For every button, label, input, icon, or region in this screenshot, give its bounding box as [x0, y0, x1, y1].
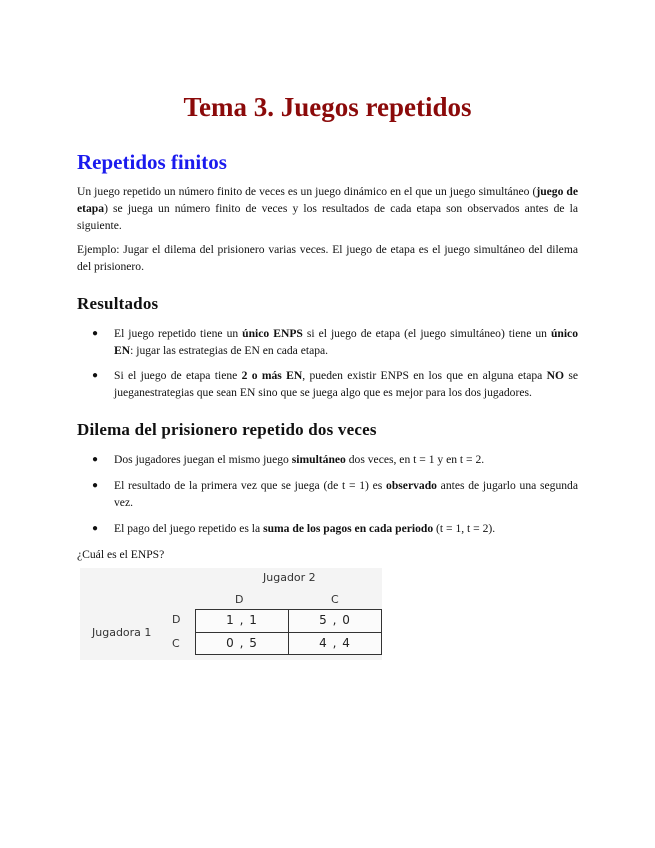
player1-label: Jugadora 1	[92, 626, 152, 639]
list-item	[92, 520, 578, 537]
payoff-cell: 1 , 1	[226, 613, 258, 627]
list-item	[92, 477, 578, 511]
list-item	[92, 451, 578, 468]
text-run: Si el juego de etapa tiene	[114, 369, 242, 382]
text-run: El resultado de la primera vez que se juega (de t = 1) es	[114, 479, 387, 492]
bold-text: juego de etapa	[77, 185, 578, 215]
bullet-icon: ●	[92, 370, 99, 381]
bold-text: 2 o más EN	[241, 369, 303, 382]
row-label-d: D	[172, 613, 181, 626]
text-run: El pago del juego repetido es la	[114, 522, 264, 535]
text-run: (t = 1, t = 2).	[433, 522, 496, 535]
bullet-icon: ●	[92, 328, 99, 339]
text-run: se jueganestrategias que sean EN sino que se juega algo que es mejor para los dos jugadores.	[114, 369, 578, 399]
grid-line	[196, 632, 381, 633]
section-heading-resultados: Resultados	[77, 294, 159, 313]
question-text: ¿Cuál es el ENPS?	[77, 548, 165, 561]
bullet-icon: ●	[92, 454, 99, 465]
text-run: Dos jugadores juegan el mismo juego	[114, 453, 292, 466]
list-item-text	[114, 367, 578, 401]
page-title: Tema 3. Juegos repetidos	[183, 92, 472, 122]
payoff-cell: 5 , 0	[319, 613, 351, 627]
row-label-c: C	[172, 637, 180, 650]
list-item-text	[114, 477, 578, 511]
payoff-cell: 0 , 5	[226, 636, 258, 650]
text-run: : jugar las estrategias de EN en cada etapa.	[130, 344, 329, 357]
text-run: ) se juega un número finito de veces y los resultados de cada etapa son observados antes de la siguiente.	[77, 202, 578, 232]
list-item-text	[114, 451, 578, 468]
bullet-icon: ●	[92, 523, 99, 534]
section-heading-dilema: Dilema del prisionero repetido dos veces	[77, 420, 377, 439]
bold-text: NO	[546, 369, 565, 382]
text-run: antes de jugarlo una segunda vez.	[114, 479, 578, 509]
bold-text: único ENPS	[242, 327, 303, 340]
col-label-c: C	[331, 593, 339, 606]
bold-text: simultáneo	[291, 453, 346, 466]
payoff-grid	[195, 609, 382, 655]
game-matrix	[80, 568, 382, 660]
bold-text: único EN	[114, 327, 578, 357]
list-item	[92, 367, 578, 401]
text-run: si el juego de etapa (el juego simultáneo) tiene un	[302, 327, 551, 340]
text-run: El juego repetido tiene un	[114, 327, 243, 340]
bold-text: suma de los pagos en cada periodo	[263, 522, 434, 535]
text-run: Un juego repetido un número finito de veces es un juego dinámico en el que un juego simultáneo (	[77, 185, 537, 198]
text-run: dos veces, en t = 1 y en t = 2.	[345, 453, 485, 466]
list-item	[92, 325, 578, 359]
payoff-cell: 4 , 4	[319, 636, 351, 650]
section-heading-repetidos-finitos: Repetidos finitos	[77, 150, 227, 174]
bold-text: observado	[386, 479, 437, 492]
col-label-d: D	[235, 593, 244, 606]
player2-label: Jugador 2	[263, 571, 316, 584]
text-run: , pueden existir ENPS en los que en alguna etapa	[302, 369, 547, 382]
paragraph-example: Ejemplo: Jugar el dilema del prisionero varias veces. El juego de etapa es el juego simultáneo del dilema del prisionero.	[77, 243, 578, 273]
bullet-icon: ●	[92, 480, 99, 491]
list-item-text	[114, 325, 578, 359]
paragraph-definition	[77, 183, 578, 234]
list-item-text	[114, 520, 578, 537]
